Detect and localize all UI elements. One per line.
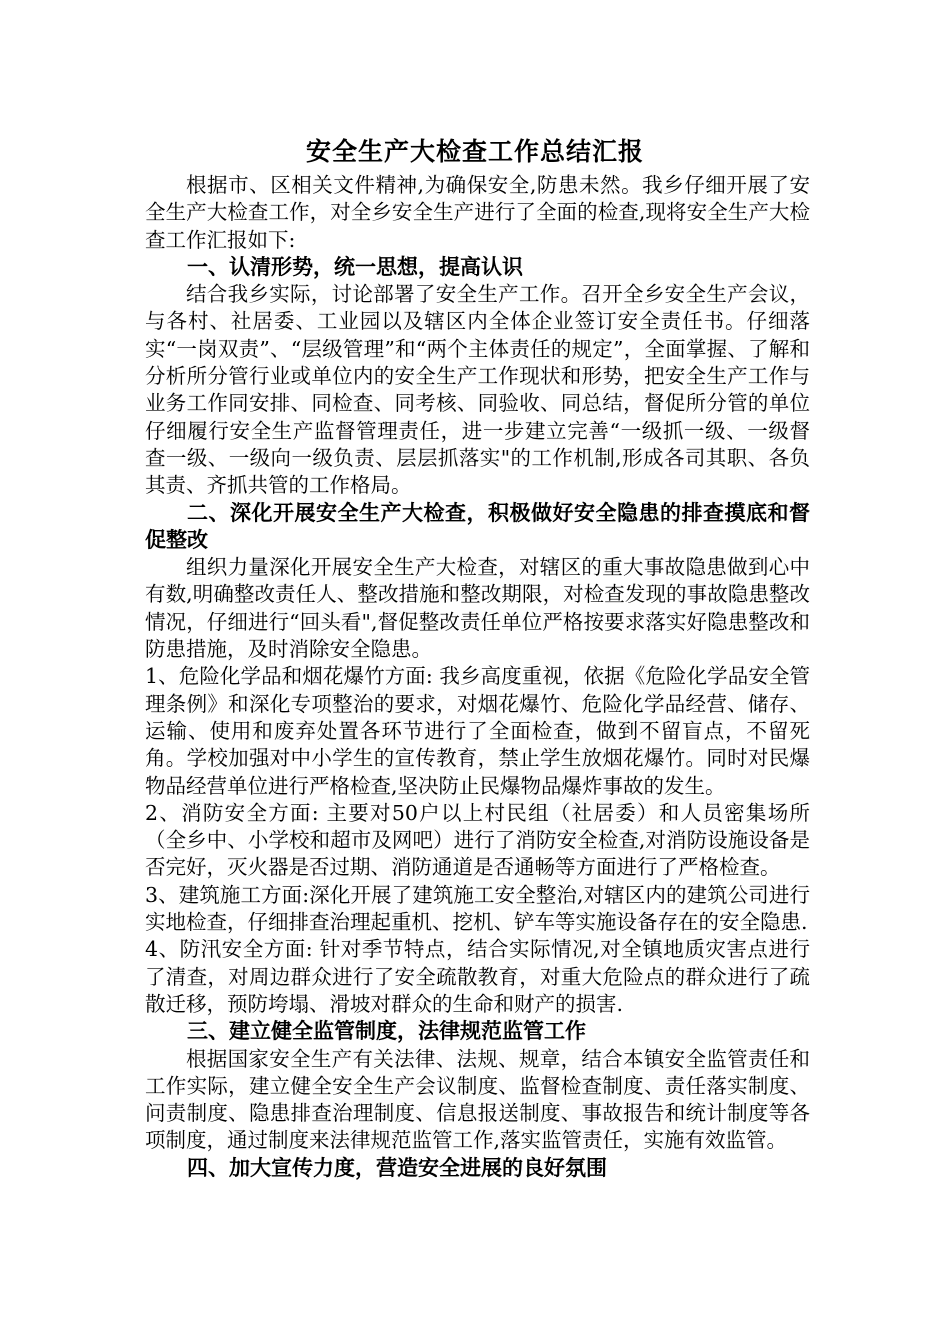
section-2-item-4: 4、防汛安全方面: 针对季节特点，结合实际情况,对全镇地质灾害点进行了清查，对周边群众进行了安全疏散教育，对重大危险点的群众进行了疏散迁移，预防垮塌、滑坡对群众的生命和财产的损害. xyxy=(145,937,810,1016)
section-3-paragraph: 根据国家安全生产有关法律、法规、规章，结合本镇安全监管责任和工作实际，建立健全安全生产会议制度、监督检查制度、责任落实制度、问责制度、隐患排查治理制度、信息报送制度、事故报告和统计制度等各项制度，通过制度来法律规范监管工作,落实监管责任，实施有效监管。 xyxy=(145,1046,810,1153)
section-3-heading: 三、建立健全监管制度，法律规范监管工作 xyxy=(187,1019,586,1044)
document-body xyxy=(145,172,810,1182)
section-2-item-1: 1、危险化学品和烟花爆竹方面: 我乡高度重视，依据《危险化学品安全管理条例》和深化专项整治的要求，对烟花爆竹、危险化学品经营、储存、运输、使用和废弃处置各环节进行了全面检查，做到不留盲点，不留死角。学校加强对中小学生的宣传教育，禁止学生放烟花爆竹。同时对民爆物品经营单位进行严格检查,坚决防止民爆物品爆炸事故的发生。 xyxy=(145,664,810,798)
section-1-heading: 一、认清形势，统一思想，提高认识 xyxy=(187,254,523,279)
section-4-heading: 四、加大宣传力度，营造安全进展的良好氛围 xyxy=(187,1155,607,1180)
section-2-heading: 二、深化开展安全生产大检查，积极做好安全隐患的排查摸底和督促整改 xyxy=(145,500,810,552)
section-2-item-3: 3、建筑施工方面:深化开展了建筑施工安全整治,对辖区内的建筑公司进行实地检查，仔细排查治理起重机、挖机、铲车等实施设备存在的安全隐患. xyxy=(145,882,810,935)
section-1-paragraph: 结合我乡实际，讨论部署了安全生产工作。召开全乡安全生产会议，与各村、社居委、工业园以及辖区内全体企业签订安全责任书。仔细落实“一岗双责”、“层级管理”和“两个主体责任的规定”，全面掌握、了解和分析所分管行业或单位内的安全生产工作现状和形势，把安全生产工作与业务工作同安排、同检查、同考核、同验收、同总结，督促所分管的单位仔细履行安全生产监督管理责任，进一步建立完善“一级抓一级、一级督查一级、一级向一级负责、层层抓落实"的工作机制,形成各司其职、各负其责、齐抓共管的工作格局。 xyxy=(145,282,810,498)
intro-paragraph: 根据市、区相关文件精神,为确保安全,防患未然。我乡仔细开展了安全生产大检查工作，对全乡安全生产进行了全面的检查,现将安全生产大检查工作汇报如下: xyxy=(145,173,810,252)
section-2-paragraph: 组织力量深化开展安全生产大检查，对辖区的重大事故隐患做到心中有数,明确整改责任人、整改措施和整改期限，对检查发现的事故隐患整改情况，仔细进行“回头看",督促整改责任单位严格按要求落实好隐患整改和防患措施，及时消除安全隐患。 xyxy=(145,555,810,662)
document-title: 安全生产大检查工作总结汇报 xyxy=(305,137,644,166)
section-2-item-2: 2、消防安全方面: 主要对50户以上村民组（社居委）和人员密集场所（全乡中、小学校和超市及网吧）进行了消防安全检查,对消防设施设备是否完好，灭火器是否过期、消防通道是否通畅等方面进行了严格检查。 xyxy=(145,800,810,880)
